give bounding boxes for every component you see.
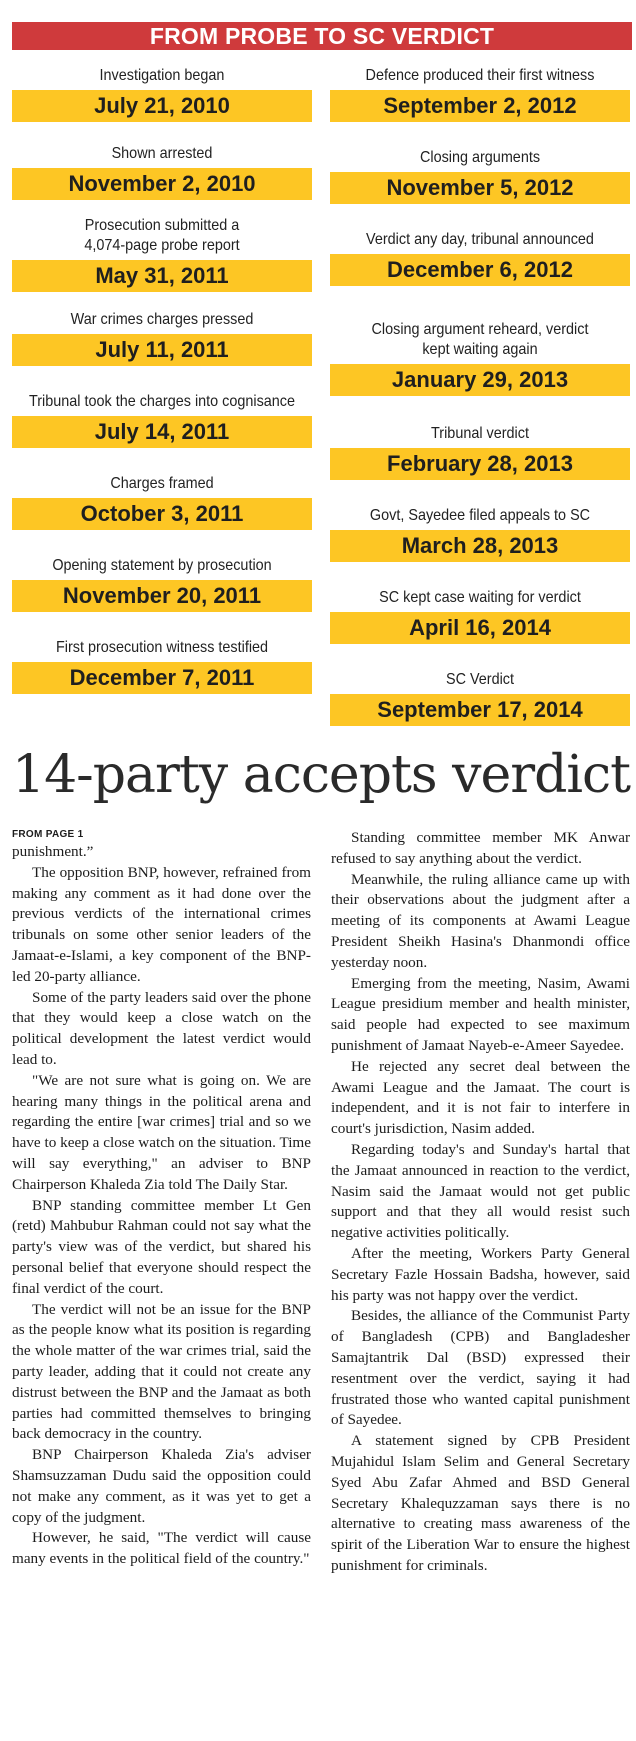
event-label: Investigation began — [99, 67, 225, 84]
event-date: July 21, 2010 — [12, 90, 312, 122]
timeline-event — [330, 66, 630, 122]
timeline-event — [12, 556, 312, 612]
event-date: May 31, 2011 — [12, 260, 312, 292]
timeline-event — [12, 216, 312, 292]
event-date: November 2, 2010 — [12, 168, 312, 200]
event-label: SC Verdict — [445, 671, 515, 688]
event-date: November 20, 2011 — [12, 580, 312, 612]
article-paragraph: He rejected any secret deal between the Awami League and the Jamaat. The court is independent, and it is not fair to interfere in court's jurisdiction, Nasim added. — [331, 1057, 630, 1138]
event-label: Charges framed — [110, 475, 214, 492]
event-date: October 3, 2011 — [12, 498, 312, 530]
article-paragraph: "We are not sure what is going on. We are hearing many things in the political arena and regarding the entire [war crimes] trial and so we have to keep a close watch on the situation. Time will say everything," an adviser to BNP Chairperson Khaleda Zia told The Daily Star. — [12, 1071, 311, 1193]
event-date: December 7, 2011 — [12, 662, 312, 694]
timeline-event — [330, 424, 630, 480]
event-date: July 11, 2011 — [12, 334, 312, 366]
article-left-column — [12, 828, 311, 1738]
timeline-event — [12, 144, 312, 200]
article-paragraph: After the meeting, Workers Party General Secretary Fazle Hossain Badsha, however, said his party was not happy over the verdict. — [331, 1244, 630, 1304]
article-paragraph: The verdict will not be an issue for the BNP as the people know what its position is regarding the whole matter of the war crimes trial, said the party leader, adding that it could not create any distrust between the BNP and the Jamaat as both parties had committed themselves to bringing back democracy in the country. — [12, 1300, 311, 1443]
event-label: War crimes charges pressed — [70, 311, 254, 328]
article-right-column — [331, 828, 630, 1738]
article-paragraph: A statement signed by CPB President Mujahidul Islam Selim and General Secretary Syed Abu Zafar Ahmed and BSD General Secretary Khalequzzaman says there is no alternative to creating mass awareness of the spirit of the Liberation War to ensure the highest punishment for criminals. — [331, 1432, 630, 1574]
event-label: SC kept case waiting for verdict — [379, 589, 581, 606]
event-label: Defence produced their first witness — [365, 67, 595, 84]
from-page-label: FROM PAGE 1 — [12, 829, 84, 840]
event-date: December 6, 2012 — [330, 254, 630, 286]
event-date: September 17, 2014 — [330, 694, 630, 726]
article-paragraph: Regarding today's and Sunday's hartal that the Jamaat announced in reaction to the verdict, Nasim said the Jamaat would not get public support and that they all would resist such negative activities politically. — [331, 1140, 630, 1242]
event-label: Verdict any day, tribunal announced — [366, 231, 594, 248]
event-label: Closing argument reheard, verdict kept waiting again — [371, 321, 589, 358]
event-date: July 14, 2011 — [12, 416, 312, 448]
timeline-event — [330, 230, 630, 286]
article-paragraph: punishment.” — [12, 843, 94, 860]
timeline-event — [12, 310, 312, 366]
timeline-event — [330, 506, 630, 562]
timeline-left-column — [12, 66, 312, 726]
event-label: Closing arguments — [419, 149, 541, 166]
article-paragraph: Besides, the alliance of the Communist Party of Bangladesh (CPB) and Bangladesher Samajtantrik Dal (BSD) expressed their resentment over the verdict, saying it had frustrated those who wanted capital punishment of Sayedee. — [331, 1307, 630, 1429]
article-paragraph: Emerging from the meeting, Nasim, Awami League presidium member and health minister, said people had expected to see maximum punishment of Jamaat Nayeb-e-Ameer Sayedee. — [331, 974, 630, 1054]
article-paragraph: BNP Chairperson Khaleda Zia's adviser Shamsuzzaman Dudu said the opposition could not make any comment, as it was yet to get a copy of the judgment. — [12, 1446, 311, 1526]
timeline-event — [12, 392, 312, 448]
timeline-event — [12, 638, 312, 694]
graphic-banner-title: FROM PROBE TO SC VERDICT — [12, 22, 632, 50]
article-paragraph: Standing committee member MK Anwar refused to say anything about the verdict. — [331, 829, 630, 867]
event-label: Tribunal took the charges into cognisance — [28, 393, 296, 410]
timeline-event — [12, 474, 312, 530]
event-date: March 28, 2013 — [330, 530, 630, 562]
timeline-event — [330, 588, 630, 644]
article-paragraph: However, he said, "The verdict will cause many events in the political field of the country." — [12, 1529, 311, 1568]
article-paragraph: Some of the party leaders said over the phone that they would keep a close watch on the political development the latest verdict would lead to. — [12, 988, 311, 1068]
event-label: Govt, Sayedee filed appeals to SC — [369, 507, 591, 524]
article-paragraph: The opposition BNP, however, refrained from making any comment as it had done over the previous verdicts of the international crimes tribunals on some other senior leaders of the Jamaat-e-Islami, a key component of the BNP-led 20-party alliance. — [12, 863, 311, 985]
event-date: April 16, 2014 — [330, 612, 630, 644]
timeline-event — [330, 670, 630, 726]
article-headline: 14-party accepts verdict — [12, 745, 631, 805]
event-label: Tribunal verdict — [431, 425, 529, 442]
event-label: Opening statement by prosecution — [52, 557, 272, 574]
article-paragraph: BNP standing committee member Lt Gen (retd) Mahbubur Rahman could not say what the party's view was of the verdict, but shared his personal belief that everyone should respect the final verdict of the court. — [12, 1196, 311, 1297]
event-label: Prosecution submitted a 4,074-page probe report — [84, 217, 240, 254]
event-date: January 29, 2013 — [330, 364, 630, 396]
timeline-event — [330, 148, 630, 204]
event-label: First prosecution witness testified — [55, 639, 269, 656]
article-paragraph: Meanwhile, the ruling alliance came up with their observations about the judgment after a meeting of its components at Awami League President Sheikh Hasina's Dhanmondi office yesterday noon. — [331, 870, 630, 971]
event-date: November 5, 2012 — [330, 172, 630, 204]
timeline-right-column — [330, 66, 630, 726]
event-date: September 2, 2012 — [330, 90, 630, 122]
event-label: Shown arrested — [111, 145, 213, 162]
timeline-event — [330, 320, 630, 396]
timeline-event — [12, 66, 312, 122]
event-date: February 28, 2013 — [330, 448, 630, 480]
